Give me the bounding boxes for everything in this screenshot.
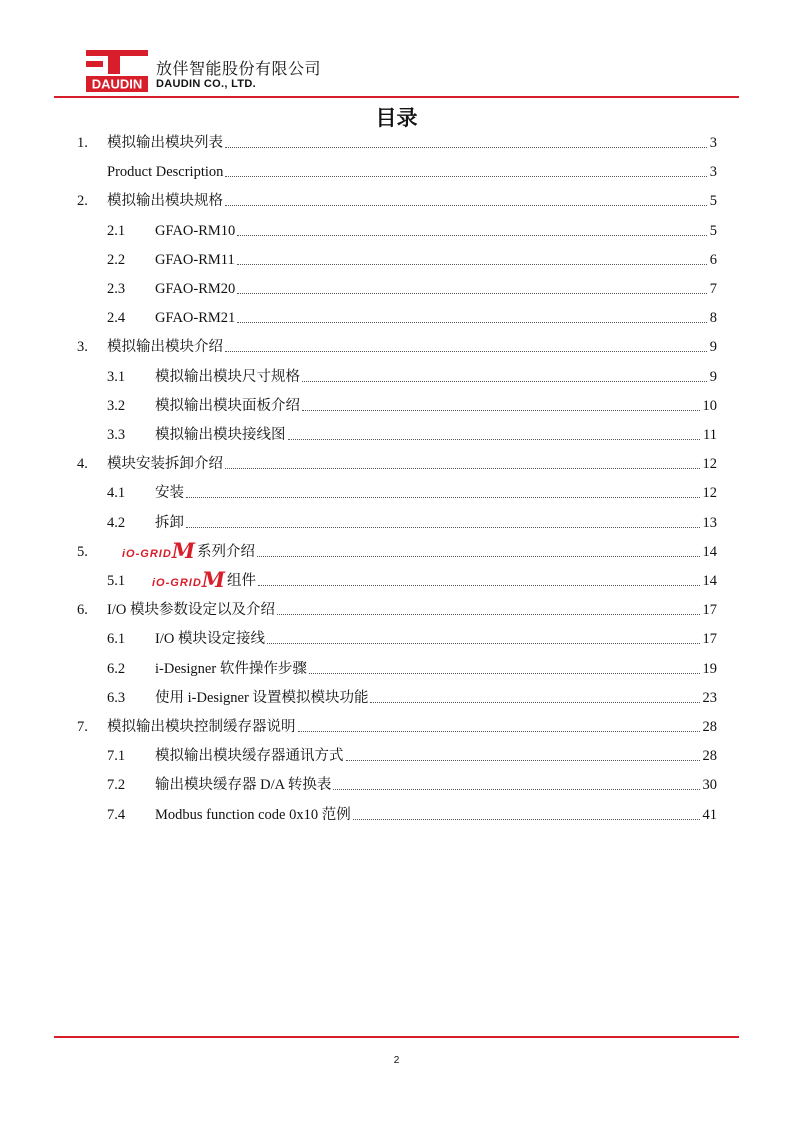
- toc-entry-page: 12: [702, 485, 717, 502]
- toc-entry-number: 6.: [77, 602, 88, 619]
- toc-entry-page: 12: [702, 456, 717, 473]
- toc-entry-page: 23: [702, 689, 717, 706]
- io-grid-m-brand-logo: [122, 537, 196, 563]
- toc-dot-leader: [302, 381, 707, 382]
- toc-dot-leader: [370, 702, 699, 703]
- toc-entry-page: 3: [709, 164, 717, 181]
- toc-dot-leader: [225, 468, 700, 469]
- toc-dot-leader: [237, 322, 706, 323]
- toc-entry-page: 6: [709, 251, 717, 268]
- toc-entry-title: 模拟输出模块接线图: [155, 427, 286, 443]
- toc-entry-page: 7: [709, 281, 717, 297]
- toc-entry-title: 模拟输出模块控制缓存器说明: [107, 719, 296, 735]
- toc-entry-number: 7.2: [107, 777, 126, 794]
- toc-entry-number: 3.2: [107, 397, 126, 414]
- toc-entry[interactable]: [0, 274, 793, 298]
- io-grid-m-brand-logo: [152, 567, 226, 592]
- toc-dot-leader: [353, 819, 700, 820]
- toc-entry[interactable]: [0, 624, 793, 648]
- toc-entry[interactable]: [0, 157, 793, 181]
- toc-entry-page: 3: [709, 135, 717, 151]
- toc-entry[interactable]: [0, 186, 793, 210]
- toc-entry-title: GFAO-RM10: [155, 222, 236, 239]
- toc-entry[interactable]: [0, 420, 793, 444]
- toc-entry[interactable]: [0, 800, 793, 824]
- toc-entry-number: 1.: [77, 135, 88, 151]
- logo-text: DAUDIN: [91, 76, 143, 92]
- toc-entry-title: I/O 模块参数设定以及介绍: [107, 602, 275, 619]
- toc-dot-leader: [225, 205, 707, 206]
- toc-entry-number: 3.3: [107, 427, 126, 443]
- toc-entry-title: I/O 模块设定接线: [155, 631, 265, 648]
- toc-entry-title: GFAO-RM11: [155, 251, 235, 268]
- toc-title: 目录: [375, 106, 418, 130]
- toc-entry[interactable]: [0, 712, 793, 736]
- toc-entry-page: 5: [709, 222, 717, 239]
- company-name-en: DAUDIN CO., LTD.: [156, 78, 256, 90]
- brand-mark: M: [171, 537, 196, 563]
- toc-entry-page: 14: [702, 573, 717, 589]
- toc-entry-page: 19: [702, 660, 717, 677]
- toc-entry-number: 2.1: [107, 222, 126, 239]
- toc-entry[interactable]: [0, 595, 793, 619]
- toc-entry-title: 模拟输出模块列表: [107, 135, 223, 151]
- toc-entry-title: 模拟输出模块缓存器通讯方式: [155, 748, 344, 765]
- toc-entry[interactable]: [0, 245, 793, 269]
- toc-entry-page: 11: [703, 427, 717, 443]
- toc-entry-number: 4.1: [107, 485, 126, 502]
- toc-entry[interactable]: [0, 566, 793, 590]
- toc-dot-leader: [237, 235, 706, 236]
- toc-entry-number: 5.1: [107, 573, 126, 589]
- toc-dot-leader: [186, 497, 700, 498]
- toc-entry[interactable]: [0, 216, 793, 240]
- header-rule: [54, 96, 739, 98]
- footer-rule: [54, 1036, 739, 1038]
- toc-entry-number: 4.: [77, 456, 88, 473]
- toc-entry[interactable]: [0, 362, 793, 386]
- toc-entry-page: 5: [709, 193, 717, 210]
- toc-entry-page: 9: [709, 368, 717, 385]
- toc-entry-page: 41: [702, 806, 717, 823]
- toc-entry[interactable]: [0, 770, 793, 794]
- toc-entry[interactable]: [0, 508, 793, 532]
- toc-entry-number: 2.4: [107, 310, 126, 327]
- toc-entry-title: GFAO-RM21: [155, 310, 236, 327]
- toc-entry[interactable]: [0, 332, 793, 356]
- toc-entry-title: 模拟输出模块尺寸规格: [155, 368, 300, 385]
- toc-entry-title: 模拟输出模块介绍: [107, 339, 223, 356]
- toc-dot-leader: [225, 147, 707, 148]
- toc-dot-leader: [225, 351, 707, 352]
- toc-dot-leader: [346, 760, 700, 761]
- toc-dot-leader: [257, 556, 699, 557]
- brand-text: iO-GRID: [152, 577, 202, 589]
- toc-entry-number: 4.2: [107, 514, 126, 531]
- toc-entry-page: 17: [702, 602, 717, 619]
- toc-entry-number: 2.: [77, 193, 88, 210]
- toc-entry-title: 模拟输出模块规格: [107, 193, 223, 210]
- toc-entry-number: 6.2: [107, 660, 126, 677]
- toc-entry[interactable]: [0, 683, 793, 707]
- toc-entry-number: 6.1: [107, 631, 126, 648]
- toc-entry-number: 5.: [77, 543, 88, 560]
- toc-entry-number: 6.3: [107, 689, 126, 706]
- toc-entry[interactable]: [0, 449, 793, 473]
- toc-entry[interactable]: [0, 537, 793, 561]
- toc-entry-page: 9: [709, 339, 717, 356]
- toc-entry-title: GFAO-RM20: [155, 281, 236, 297]
- toc-dot-leader: [237, 293, 706, 294]
- toc-entry-page: 30: [702, 777, 717, 794]
- toc-entry-title: 拆卸: [155, 514, 184, 531]
- toc-entry-title: 安装: [155, 485, 184, 502]
- toc-entry-number: 3.: [77, 339, 88, 356]
- toc-entry-number: 2.2: [107, 251, 126, 268]
- toc-dot-leader: [288, 439, 701, 440]
- toc-dot-leader: [186, 527, 700, 528]
- toc-entry-page: 28: [702, 719, 717, 735]
- daudin-logo: [86, 50, 148, 92]
- toc-entry[interactable]: [0, 303, 793, 327]
- toc-dot-leader: [302, 410, 700, 411]
- toc-dot-leader: [258, 585, 699, 586]
- toc-entry-title: 输出模块缓存器 D/A 转换表: [155, 777, 332, 794]
- company-name-cn: 放伴智能股份有限公司: [156, 59, 322, 78]
- toc-dot-leader: [309, 673, 700, 674]
- brand-mark: M: [201, 567, 226, 592]
- toc-entry-number: 3.1: [107, 368, 126, 385]
- toc-dot-leader: [237, 264, 707, 265]
- toc-entry[interactable]: [0, 478, 793, 502]
- toc-dot-leader: [333, 789, 699, 790]
- toc-entry[interactable]: [0, 654, 793, 678]
- toc-entry-number: 7.4: [107, 806, 126, 823]
- toc-entry-title: 模拟输出模块面板介绍: [155, 397, 300, 414]
- toc-entry-title: 组件: [227, 573, 257, 589]
- page-number: 2: [393, 1055, 400, 1066]
- page-header: [0, 0, 793, 100]
- toc-entry-number: 7.: [77, 719, 88, 735]
- toc-dot-leader: [267, 643, 700, 644]
- toc-entry[interactable]: [0, 391, 793, 415]
- toc-entry-title: Modbus function code 0x10 范例: [155, 806, 351, 823]
- toc-entry-title: 模块安装拆卸介绍: [107, 456, 223, 473]
- toc-entry-title: 系列介绍: [197, 543, 256, 560]
- toc-entry[interactable]: [0, 128, 793, 152]
- toc-dot-leader: [298, 731, 700, 732]
- toc-dot-leader: [277, 614, 700, 615]
- toc-entry-title: i-Designer 软件操作步骤: [155, 660, 307, 677]
- toc-entry-page: 10: [702, 397, 717, 414]
- toc-entry[interactable]: [0, 741, 793, 765]
- toc-dot-leader: [225, 176, 706, 177]
- toc-entry-page: 28: [702, 748, 717, 765]
- toc-entry-title: Product Description: [107, 164, 224, 181]
- toc-entry-page: 14: [702, 543, 717, 560]
- toc-entry-page: 8: [709, 310, 717, 327]
- toc-entry-number: 7.1: [107, 748, 126, 765]
- brand-text: iO-GRID: [122, 547, 172, 560]
- toc-entry-page: 17: [702, 631, 717, 648]
- toc-entry-title: 使用 i-Designer 设置模拟模块功能: [155, 689, 369, 706]
- toc-entry-page: 13: [702, 514, 717, 531]
- toc-entry-number: 2.3: [107, 281, 126, 297]
